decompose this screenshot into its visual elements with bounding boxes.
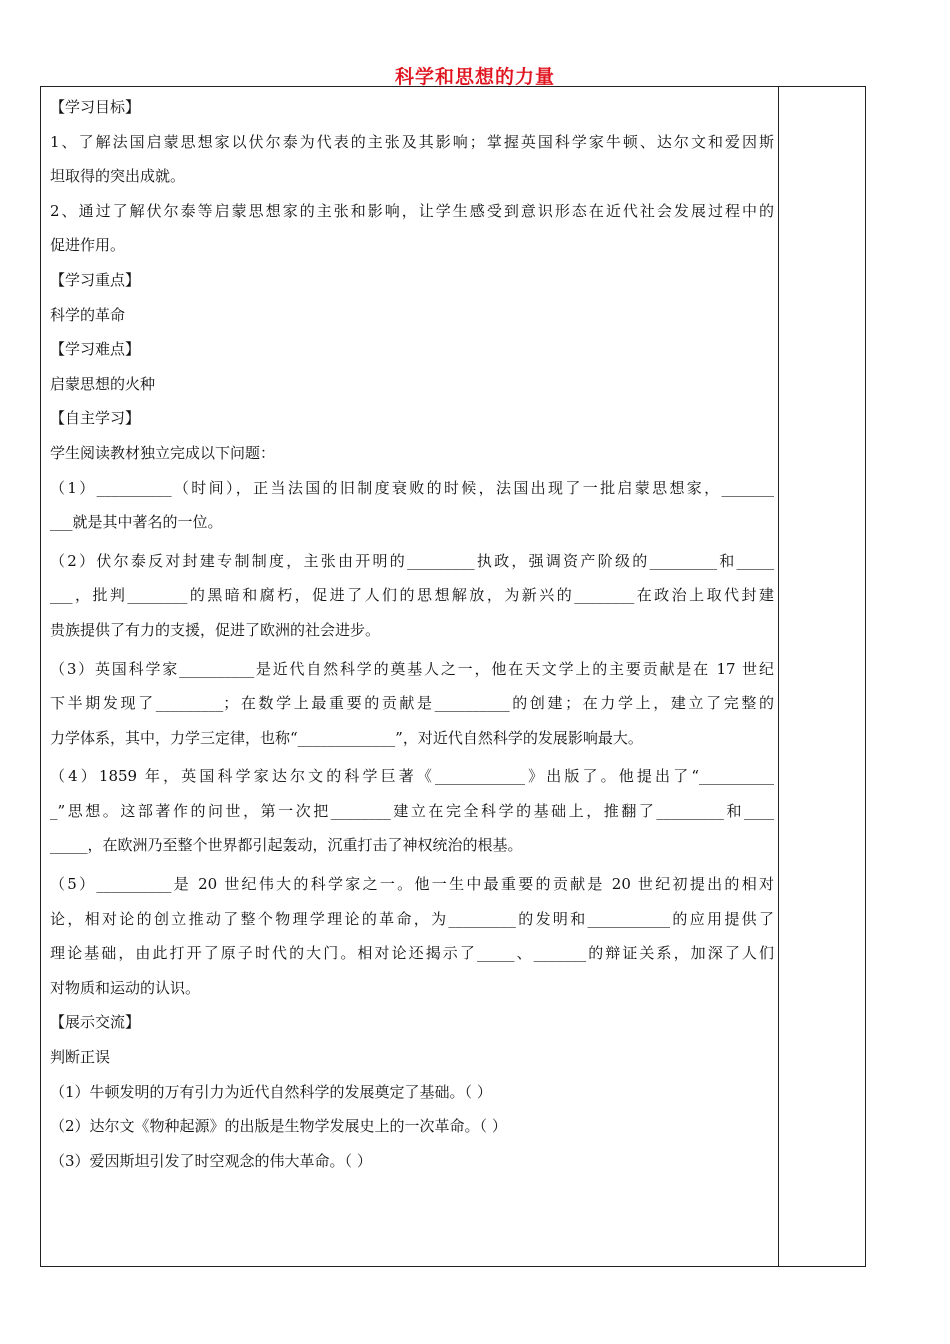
section-heading: 【学习目标】 xyxy=(50,98,141,116)
text-line: （3）爱因斯坦引发了时空观念的伟大革命。（ ） xyxy=(50,1151,372,1170)
section-heading: 【展示交流】 xyxy=(50,1013,141,1032)
text-line: _____，在欧洲乃至整个世界都引起轰动，沉重打击了神权统治的根基。 xyxy=(50,836,523,855)
text-line: 科学的革命 xyxy=(50,305,126,324)
lesson-content xyxy=(50,90,774,1178)
text-line: 下半期发现了_________；在数学上最重要的贡献是__________的创建；在力学上，建立了完整的 xyxy=(50,694,774,713)
text-line: （1）__________（时间），正当法国的旧制度衰败的时候，法国出现了一批启蒙思想家，_______ xyxy=(50,478,774,497)
text-line: （3）英国科学家__________是近代自然科学的奠基人之一，他在天文学上的主要贡献是在 17 世纪 xyxy=(50,659,774,678)
text-line: （2）伏尔泰反对封建专制制度，主张由开明的_________执政，强调资产阶级的_________和_____ xyxy=(50,551,774,570)
text-line: 对物质和运动的认识。 xyxy=(50,978,201,997)
text-line: 1、了解法国启蒙思想家以伏尔泰为代表的主张及其影响；掌握英国科学家牛顿、达尔文和爱因斯 xyxy=(50,132,774,151)
section-heading: 【自主学习】 xyxy=(50,409,141,428)
section-heading: 【学习难点】 xyxy=(50,340,141,359)
text-line: 贵族提供了有力的支援，促进了欧洲的社会进步。 xyxy=(50,620,381,639)
text-line: 学生阅读教材独立完成以下问题： xyxy=(50,443,276,462)
text-line: 坦取得的突出成就。 xyxy=(50,167,186,186)
page-title: 科学和思想的力量 xyxy=(394,66,555,88)
text-line: （2）达尔文《物种起源》的出版是生物学发展史上的一次革命。（ ） xyxy=(50,1117,507,1136)
text-line: 判断正误 xyxy=(50,1048,111,1067)
text-line: 促进作用。 xyxy=(50,236,126,255)
section-heading: 【学习重点】 xyxy=(50,270,141,289)
text-line: ___就是其中著名的一位。 xyxy=(50,513,223,532)
text-line: 论，相对论的创立推动了整个物理学理论的革命，为_________的发明和___________的应用提供了 xyxy=(50,909,774,928)
text-line: _”思想。这部著作的问世，第一次把________建立在完全科学的基础上，推翻了_________和____ xyxy=(50,801,774,820)
text-line: 理论基础，由此打开了原子时代的大门。相对论还揭示了_____、_______的辩证关系，加深了人们 xyxy=(50,944,774,963)
text-line: 力学体系，其中，力学三定律，也称“_____________”，对近代自然科学的发展影响最大。 xyxy=(50,728,643,747)
text-line: ___，批判________的黑暗和腐朽，促进了人们的思想解放，为新兴的________在政治上取代封建 xyxy=(50,586,774,605)
text-line: （4）1859 年，英国科学家达尔文的科学巨著《____________》出版了。他提出了“__________ xyxy=(50,767,774,786)
column-divider xyxy=(778,86,779,1267)
text-line: （1）牛顿发明的万有引力为近代自然科学的发展奠定了基础。（ ） xyxy=(50,1082,492,1101)
text-line: （5）__________是 20 世纪伟大的科学家之一。他一生中最重要的贡献是 20 世纪初提出的相对 xyxy=(50,875,774,894)
text-line: 启蒙思想的火种 xyxy=(50,374,156,393)
text-line: 2、通过了解伏尔泰等启蒙思想家的主张和影响，让学生感受到意识形态在近代社会发展过程中的 xyxy=(50,201,774,220)
